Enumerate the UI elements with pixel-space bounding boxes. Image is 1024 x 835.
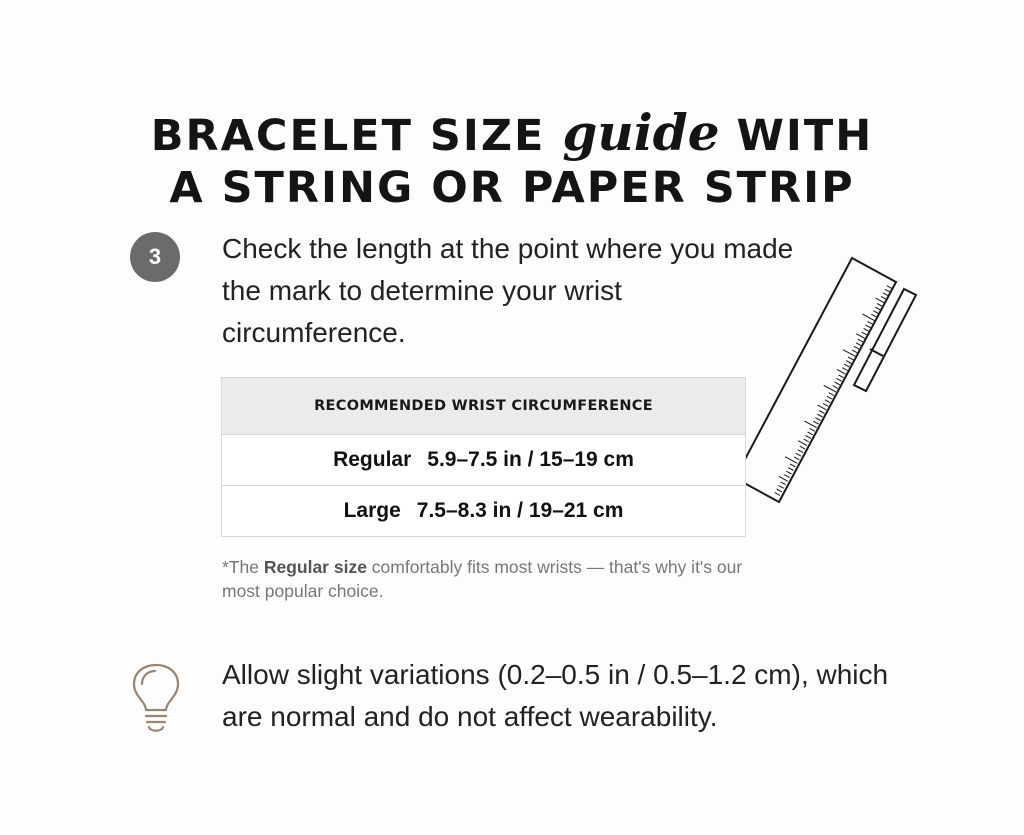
ruler-tick bbox=[798, 450, 803, 453]
title-line-2: A STRING OR PAPER STRIP bbox=[169, 162, 855, 213]
ruler-tick bbox=[837, 378, 842, 381]
step-instruction: Check the length at the point where you made the mark to determine your wrist circumference. bbox=[222, 233, 794, 348]
footnote-prefix: *The bbox=[222, 557, 264, 577]
size-range: 7.5–8.3 in / 19–21 cm bbox=[416, 499, 624, 522]
ruler-tick bbox=[779, 476, 788, 481]
step-number-badge: 3 bbox=[130, 232, 180, 282]
ruler-tick bbox=[842, 368, 847, 371]
ruler-tick bbox=[784, 475, 789, 478]
size-regular-cell bbox=[222, 435, 746, 486]
ruler-icon bbox=[735, 258, 916, 502]
footnote bbox=[222, 555, 782, 603]
ruler-tick bbox=[885, 289, 890, 292]
ruler-tick bbox=[876, 298, 885, 303]
ruler-tick bbox=[856, 334, 865, 339]
ruler-tick bbox=[788, 468, 793, 471]
ruler-tick bbox=[779, 485, 784, 488]
ruler-tick bbox=[887, 286, 892, 289]
wrist-size-table bbox=[221, 377, 746, 537]
ruler-tick bbox=[798, 441, 807, 446]
ruler-tick bbox=[866, 325, 871, 328]
ruler-tick bbox=[875, 307, 880, 310]
ruler-tick bbox=[858, 339, 863, 342]
ruler-tick bbox=[777, 489, 782, 492]
lightbulb-icon bbox=[128, 662, 184, 736]
ruler-tick bbox=[818, 405, 827, 410]
ruler-tick bbox=[854, 346, 859, 349]
ruler-tick bbox=[786, 471, 791, 474]
ruler-tick bbox=[781, 482, 786, 485]
size-label: Large bbox=[343, 499, 401, 522]
ruler-tick bbox=[827, 396, 832, 399]
ruler-tick bbox=[871, 314, 876, 317]
title-line-1 bbox=[0, 102, 1024, 162]
ruler-tick bbox=[829, 393, 834, 396]
footnote-suffix: comfortably fits most wrists — that's why it's our most popular choice. bbox=[222, 557, 743, 601]
ruler-tick bbox=[806, 436, 811, 439]
footnote-bold: Regular size bbox=[263, 557, 367, 577]
ruler-tick bbox=[833, 386, 838, 389]
ruler-tick bbox=[883, 293, 888, 296]
ruler-illustration bbox=[720, 245, 940, 515]
ruler-tick bbox=[804, 439, 809, 442]
ruler-tick bbox=[813, 421, 818, 424]
table-row bbox=[222, 486, 746, 537]
title-start: BRACELET SIZE bbox=[150, 110, 546, 161]
ruler-tick bbox=[808, 432, 813, 435]
ruler-tick bbox=[794, 457, 799, 460]
ruler-tick bbox=[837, 369, 846, 374]
size-label: Regular bbox=[333, 448, 412, 471]
ruler-tick bbox=[839, 375, 844, 378]
ruler-tick bbox=[862, 332, 867, 335]
table-header-row bbox=[222, 378, 746, 435]
size-range: 5.9–7.5 in / 15–19 cm bbox=[427, 448, 634, 471]
ruler-tick bbox=[873, 311, 878, 314]
ruler-tick bbox=[846, 361, 851, 364]
ruler-tick bbox=[796, 453, 801, 456]
ruler-tick bbox=[800, 446, 805, 449]
ruler-tick bbox=[819, 411, 824, 414]
page-title bbox=[0, 102, 1024, 214]
tip-text: Allow slight variations (0.2–0.5 in / 0.5–1.2 cm), which are normal and do not affect wearability. bbox=[222, 659, 889, 732]
ruler-tick bbox=[815, 418, 820, 421]
ruler-tick bbox=[856, 343, 861, 346]
ruler-tick bbox=[835, 382, 840, 385]
ruler-tick bbox=[864, 329, 869, 332]
ruler-tick bbox=[852, 350, 857, 353]
ruler-tick bbox=[844, 364, 849, 367]
ruler-tick bbox=[881, 296, 886, 299]
table-header: RECOMMENDED WRIST CIRCUMFERENCE bbox=[222, 378, 746, 435]
ruler-tick bbox=[848, 357, 853, 360]
ruler-tick bbox=[810, 428, 815, 431]
ruler-tick bbox=[775, 493, 780, 496]
table-row bbox=[222, 435, 746, 486]
ruler-tick bbox=[823, 403, 828, 406]
ruler-tick bbox=[825, 400, 830, 403]
ruler-tick bbox=[877, 304, 882, 307]
title-script-word: guide bbox=[562, 102, 720, 162]
ruler-tick bbox=[868, 321, 873, 324]
size-large-cell bbox=[222, 486, 746, 537]
title-end: WITH bbox=[736, 110, 874, 161]
ruler-tick bbox=[817, 414, 822, 417]
ruler-tick bbox=[790, 464, 795, 467]
